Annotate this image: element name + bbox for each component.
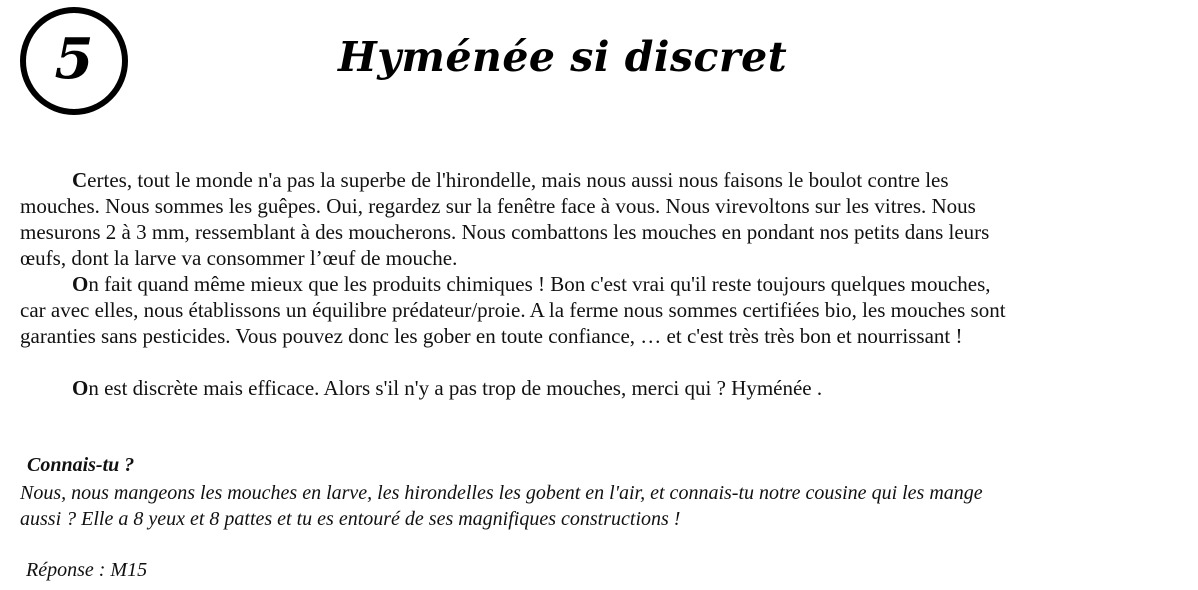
- paragraph-3-lead: O: [72, 376, 89, 400]
- paragraph-1-text: ertes, tout le monde n'a pas la superbe de l'hirondelle, mais nous aussi nous faisons le boulot contre les mouches. Nous sommes les guêpes. Oui, regardez sur la fenêtre face à vous. Nous virevoltons sur les vitres. Nous mesurons 2 à 3 mm, ressemblant à des moucherons. Nous combattons les mouches en pondant nos petits dans leurs œufs, dont la larve va consommer l’œuf de mouche.: [20, 168, 990, 270]
- paragraph-3-text: n est discrète mais efficace. Alors s'il n'y a pas trop de mouches, merci qui ? Hyménée .: [88, 376, 823, 400]
- paragraph-2-lead: O: [72, 272, 89, 296]
- paragraph-2: [20, 271, 1020, 349]
- page-title: Hyménée si discret: [338, 33, 788, 81]
- paragraph-spacer: [20, 349, 1020, 375]
- answer-reference: Réponse : M15: [26, 559, 148, 581]
- did-you-know-heading: Connais-tu ?: [27, 454, 135, 476]
- main-text: [20, 167, 1020, 401]
- did-you-know-text: Nous, nous mangeons les mouches en larve, les hirondelles les gobent en l'air, et connais-tu notre cousine qui les mange aussi ? Elle a 8 yeux et 8 pattes et tu es entouré de ses magnifiques constructions !: [20, 482, 983, 530]
- paragraph-1: [20, 167, 1020, 271]
- chapter-number-badge: [20, 7, 128, 115]
- paragraph-2-text: n fait quand même mieux que les produits chimiques ! Bon c'est vrai qu'il reste toujours quelques mouches, car avec elles, nous établissons un équilibre prédateur/proie. A la ferme nous sommes certifiées bio, les mouches sont garanties sans pesticides. Vous pouvez donc les gober en toute confiance, … et c'est très très bon et nourrissant !: [20, 272, 1006, 348]
- chapter-number: 5: [54, 26, 94, 92]
- paragraph-3: [20, 375, 1020, 401]
- paragraph-1-lead: C: [72, 168, 88, 192]
